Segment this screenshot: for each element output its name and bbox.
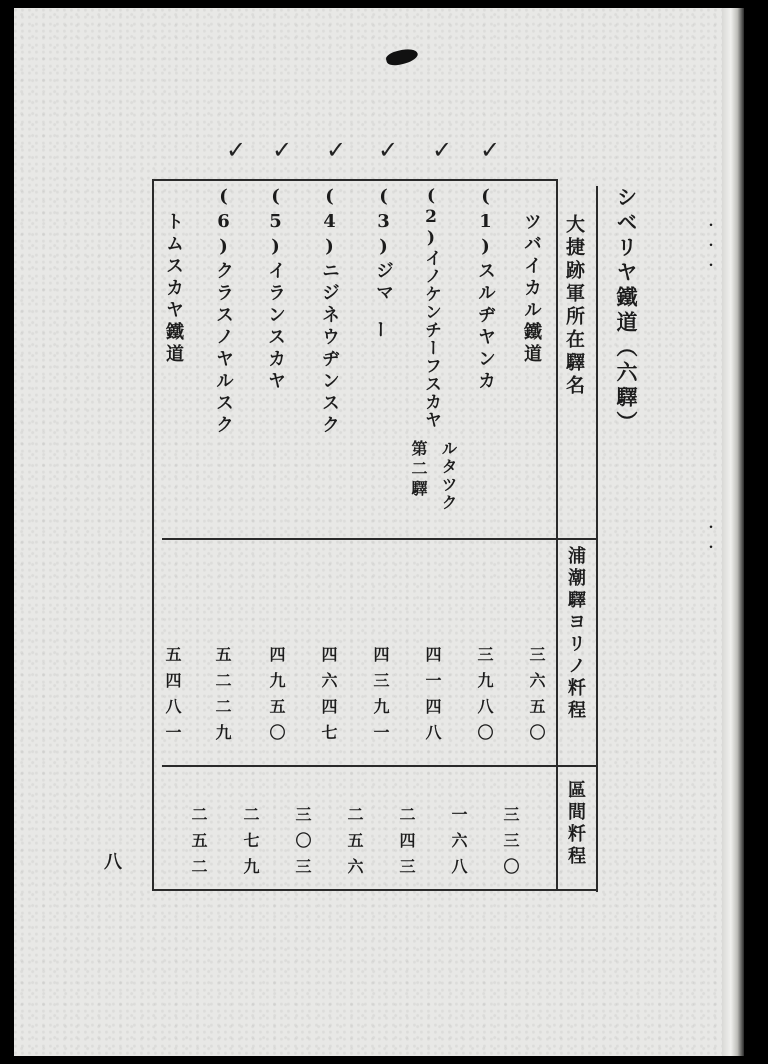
distance-value: 四六四七 [319, 646, 338, 750]
header-distance: 浦潮驛ヨリノ粁程 [565, 546, 586, 722]
station-note: 第二驛 [409, 440, 428, 500]
distance-value: 五二二九 [213, 646, 232, 750]
table-left-line [152, 179, 154, 891]
outer-right-line [596, 186, 598, 892]
interval-value: 二五二 [189, 806, 208, 884]
distance-value: 四九五〇 [267, 646, 286, 750]
check-mark: ✓ [272, 136, 293, 164]
check-mark: ✓ [226, 136, 247, 164]
station-name: ツバイカル鐵道 [521, 212, 542, 366]
station-name: (4)ニジネウヂンスク [319, 186, 340, 437]
page-edge [722, 8, 744, 1056]
distance-value: 四三九一 [371, 646, 390, 750]
check-mark: ✓ [378, 136, 399, 164]
station-name: トムスカヤ鐵道 [163, 212, 184, 366]
row-divider-2 [162, 765, 596, 767]
margin-dots: ・・ [702, 520, 718, 560]
station-name: (3)ジマ [373, 186, 394, 305]
interval-value: 二五六 [345, 806, 364, 884]
distance-value: 三六五〇 [527, 646, 546, 750]
station-name: (2)イノケンチーフスカヤ [421, 186, 441, 429]
interval-value: 二四三 [397, 806, 416, 884]
interval-value: 三〇三 [293, 806, 312, 884]
table-bottom-line [152, 889, 598, 891]
page-number: 八 [101, 852, 122, 874]
distance-value: 四一四八 [423, 646, 442, 750]
document-page [14, 8, 722, 1056]
distance-value: 三九八〇 [475, 646, 494, 750]
check-mark: ✓ [432, 136, 453, 164]
station-note: ルタツク [439, 440, 458, 512]
distance-value: 五四八一 [163, 646, 182, 750]
station-extra: ー [369, 320, 390, 342]
interval-value: 三三〇 [501, 806, 520, 884]
station-name: (1)スルヂヤンカ [475, 186, 496, 393]
station-name: (5)イランスカヤ [265, 186, 286, 393]
header-interval: 區間粁程 [565, 780, 586, 868]
interval-value: 一六八 [449, 806, 468, 884]
station-name: (6)クラスノヤルスク [213, 186, 234, 437]
table-top-line [152, 179, 558, 181]
row-divider-1 [162, 538, 596, 540]
check-mark: ✓ [326, 136, 347, 164]
margin-dots: ・・・ [702, 218, 718, 278]
header-divider-line [556, 179, 558, 891]
page-title: シベリヤ鐵道（六驛） [614, 186, 639, 436]
header-station: 大捷跡軍所在驛名 [563, 214, 585, 398]
check-mark: ✓ [480, 136, 501, 164]
interval-value: 二七九 [241, 806, 260, 884]
